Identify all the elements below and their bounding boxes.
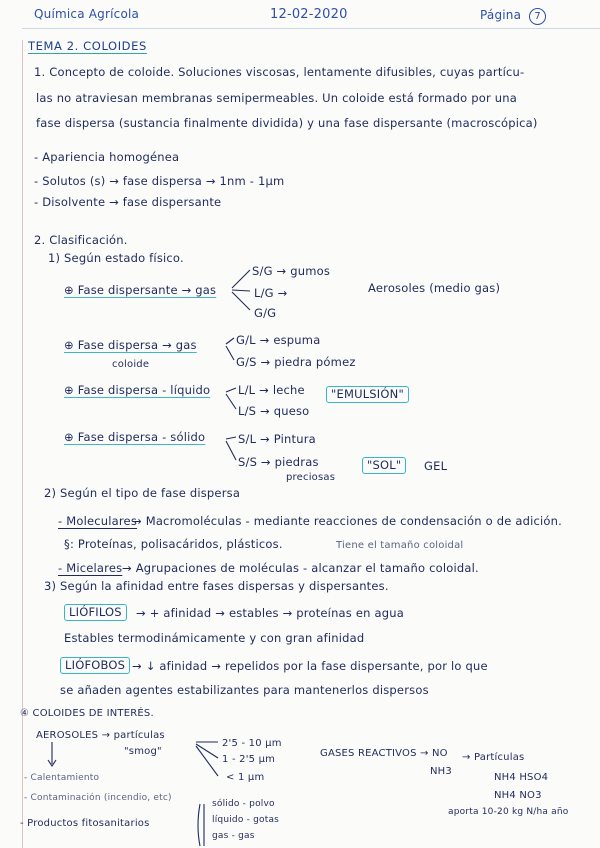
aerosoles-text: AEROSOLES → partículas [36,730,165,741]
group-1-label: ⊕ Fase dispersante → gas [64,283,217,297]
group-3-label: ⊕ Fase dispersa - líquido [64,383,211,397]
left-note-2: - Contaminación (incendio, etc) [24,793,172,803]
mid-note-3: gas - gas [212,831,255,841]
group-4-note: GEL [424,459,448,473]
group-2-item-2: G/S → piedra pómez [236,355,356,369]
molecular-note: Tiene el tamaño coloidal [336,540,464,551]
branch-stroke [226,388,236,392]
group-4-item-1: S/L → Pintura [238,432,316,446]
mid-note-1: sólido - polvo [212,799,275,809]
branch-stroke [226,441,236,460]
particulas-text: → Partículas [462,752,525,763]
property-3: - Disolvente → fase dispersante [34,195,222,209]
liofilos-label: LIÓFILOS [64,604,127,621]
size-1: 2'5 - 10 µm [222,738,282,749]
classification-sub3: 3) Según la afinidad entre fases dispersas y dispersantes. [44,579,389,593]
subject-header: Química Agrícola [34,7,140,21]
micelar-label: - Micelares [58,561,123,575]
branch-stroke [226,437,236,439]
classification-heading: 2. Clasificación. [34,233,128,247]
micelar-text: → Agrupaciones de moléculas - alcanzar el tamaño coloidal. [122,561,479,575]
salt-2: NH4 NO3 [494,790,542,801]
liofilos-text: → + afinidad → estables → proteínas en agua [136,606,404,620]
group-1-item-2: L/G → [254,286,288,300]
right-note-1: aporta 10-20 kg N/ha año [448,807,569,817]
branch-stroke [232,290,250,291]
liofobos-label: LIÓFOBOS [60,657,130,674]
molecular-label: - Moleculares [58,514,138,528]
page-number-badge: 7 [529,8,546,25]
concept-line-3: fase dispersa (sustancia finalmente dividida) y una fase dispersante (macroscópica) [36,116,538,130]
concept-line-2: las no atraviesan membranas semipermeables. Un coloide está formado por una [36,91,518,105]
group-3-item-1: L/L → leche [238,383,305,397]
group-2-sublabel: coloide [112,359,150,370]
left-note-3: - Productos fitosanitarios [20,818,150,829]
classification-sub2: 2) Según el tipo de fase dispersa [44,486,241,500]
page-label-text: Página [480,8,522,22]
salt-1: NH4 HSO4 [494,772,549,783]
gases-text: GASES REACTIVOS → NO [320,748,448,759]
liofobos-text: → ↓ afinidad → repelidos por la fase dispersante, por lo que [132,659,488,673]
group-3-boxed: "EMULSIÓN" [326,386,409,403]
bracket-stroke [198,804,200,846]
size-2: 1 - 2'5 µm [222,754,276,765]
property-1: - Apariencia homogénea [34,150,180,164]
group-3-item-2: L/S → queso [238,404,310,418]
smog-text: "smog" [124,746,162,757]
group-4-item-2: S/S → piedras [238,455,319,469]
interest-heading: ④ COLOIDES DE INTERÉS. [20,708,154,719]
group-4-label: ⊕ Fase dispersa - sólido [64,430,206,444]
liofobos-text-2: se añaden agentes estabilizantes para mantenerlos dispersos [60,683,429,697]
property-2: - Solutos (s) → fase dispersa → 1nm - 1µm [34,174,285,188]
group-1-note: Aerosoles (medio gas) [368,281,501,295]
size-3: < 1 µm [226,772,265,783]
branch-stroke [226,394,236,409]
molecular-examples: §: Proteínas, polisacáridos, plásticos. [64,537,283,551]
group-4-item-note: preciosas [286,472,336,483]
group-4-boxed: "SOL" [362,457,406,474]
molecular-text: → Macromoléculas - mediante reacciones de condensación o de adición. [132,514,562,528]
mid-note-2: líquido - gotas [212,815,280,825]
left-note-1: - Calentamiento [24,773,100,783]
classification-sub1: 1) Según estado físico. [48,251,184,265]
group-2-label: ⊕ Fase dispersa → gas [64,338,197,352]
branch-stroke [226,346,234,360]
liofilos-text-2: Estables termodinámicamente y con gran afinidad [64,631,365,645]
date-header: 12-02-2020 [270,7,348,22]
branch-stroke [232,292,250,310]
branch-stroke [226,338,234,344]
group-2-item-1: G/L → espuma [236,333,321,347]
group-1-item-1: S/G → gumos [252,264,331,278]
branch-stroke [232,270,250,288]
group-1-item-3: G/G [254,306,277,320]
section-title: TEMA 2. COLOIDES [28,39,147,53]
concept-line-1: 1. Concepto de coloide. Soluciones viscosas, lentamente difusibles, cuyas partícu- [34,65,525,79]
nh3-text: NH3 [430,766,452,777]
